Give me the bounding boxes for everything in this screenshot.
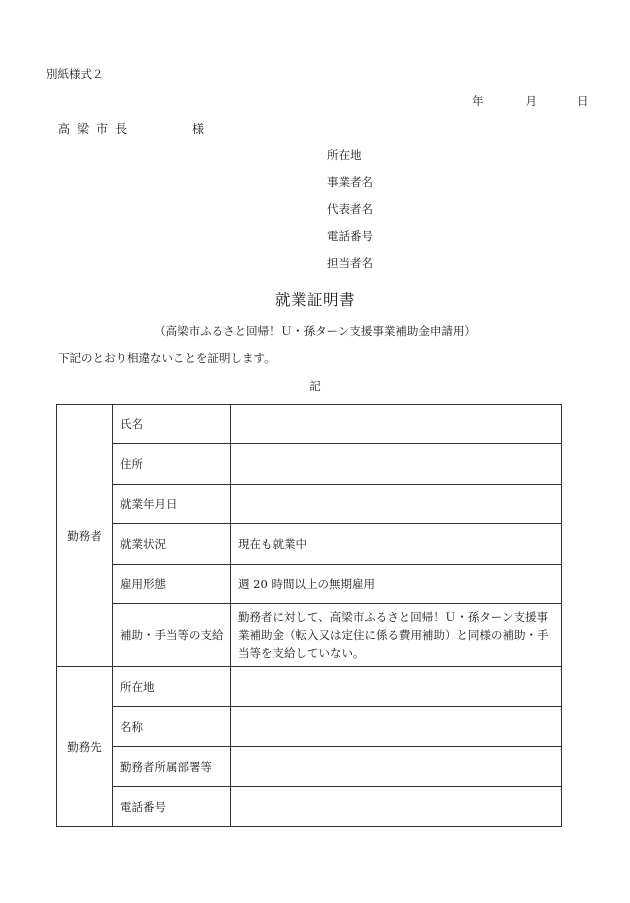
field-allowance: 勤務者に対して、高梁市ふるさと回帰！Ｕ・孫ターン支援事業補助金（転入又は定住に係る費用補助）と同様の補助・手当等を支給していない。 [231,604,562,667]
document-title: 就業証明書 [274,291,355,309]
field-employment-date[interactable] [231,485,562,524]
applicant-address-label: 所在地 [327,148,362,162]
table-row [57,565,562,604]
field-name[interactable] [231,405,562,444]
row-label-workplace-address: 所在地 [113,667,231,707]
field-department[interactable] [231,747,562,787]
table-row [57,747,562,787]
date-month: 月 [525,94,537,108]
field-workplace-phone[interactable] [231,787,562,827]
field-employment-type: 週 20 時間以上の無期雇用 [231,565,562,604]
workplace-group-label: 勤務先 [57,667,113,827]
table-row [57,444,562,485]
table-row [57,604,562,667]
row-label-address: 住所 [113,444,231,485]
worker-group-label: 勤務者 [57,405,113,667]
field-employment-status: 現在も就業中 [231,524,562,565]
date-year: 年 [472,94,484,108]
applicant-representative-label: 代表者名 [327,202,373,216]
table-row [57,405,562,444]
document-subtitle: （高梁市ふるさと回帰！Ｕ・孫ターン支援事業補助金申請用） [154,324,476,338]
table-row [57,485,562,524]
date-line [472,93,589,109]
row-label-name: 氏名 [113,405,231,444]
field-workplace-address[interactable] [231,667,562,707]
row-label-employment-type: 雇用形態 [113,565,231,604]
addressee: 高梁市長 [58,122,135,136]
field-workplace-name[interactable] [231,707,562,747]
table-row [57,787,562,827]
row-label-workplace-phone: 電話番号 [113,787,231,827]
row-label-workplace-name: 名称 [113,707,231,747]
applicant-business-name-label: 事業者名 [327,175,373,189]
row-label-employment-status: 就業状況 [113,524,231,565]
certification-statement: 下記のとおり相違ないことを証明します。 [58,351,276,365]
date-day: 日 [577,94,589,108]
form-number: 別紙様式２ [46,67,104,81]
row-label-employment-date: 就業年月日 [113,485,231,524]
row-label-department: 勤務者所属部署等 [113,747,231,787]
row-label-allowance: 補助・手当等の支給 [113,604,231,667]
certificate-table [56,404,562,827]
field-address[interactable] [231,444,562,485]
table-row [57,667,562,707]
ki-heading: 記 [309,379,321,393]
table-row [57,524,562,565]
addressee-title: 様 [192,122,205,136]
table-row [57,707,562,747]
applicant-phone-label: 電話番号 [327,229,373,243]
applicant-contact-label: 担当者名 [327,256,373,270]
